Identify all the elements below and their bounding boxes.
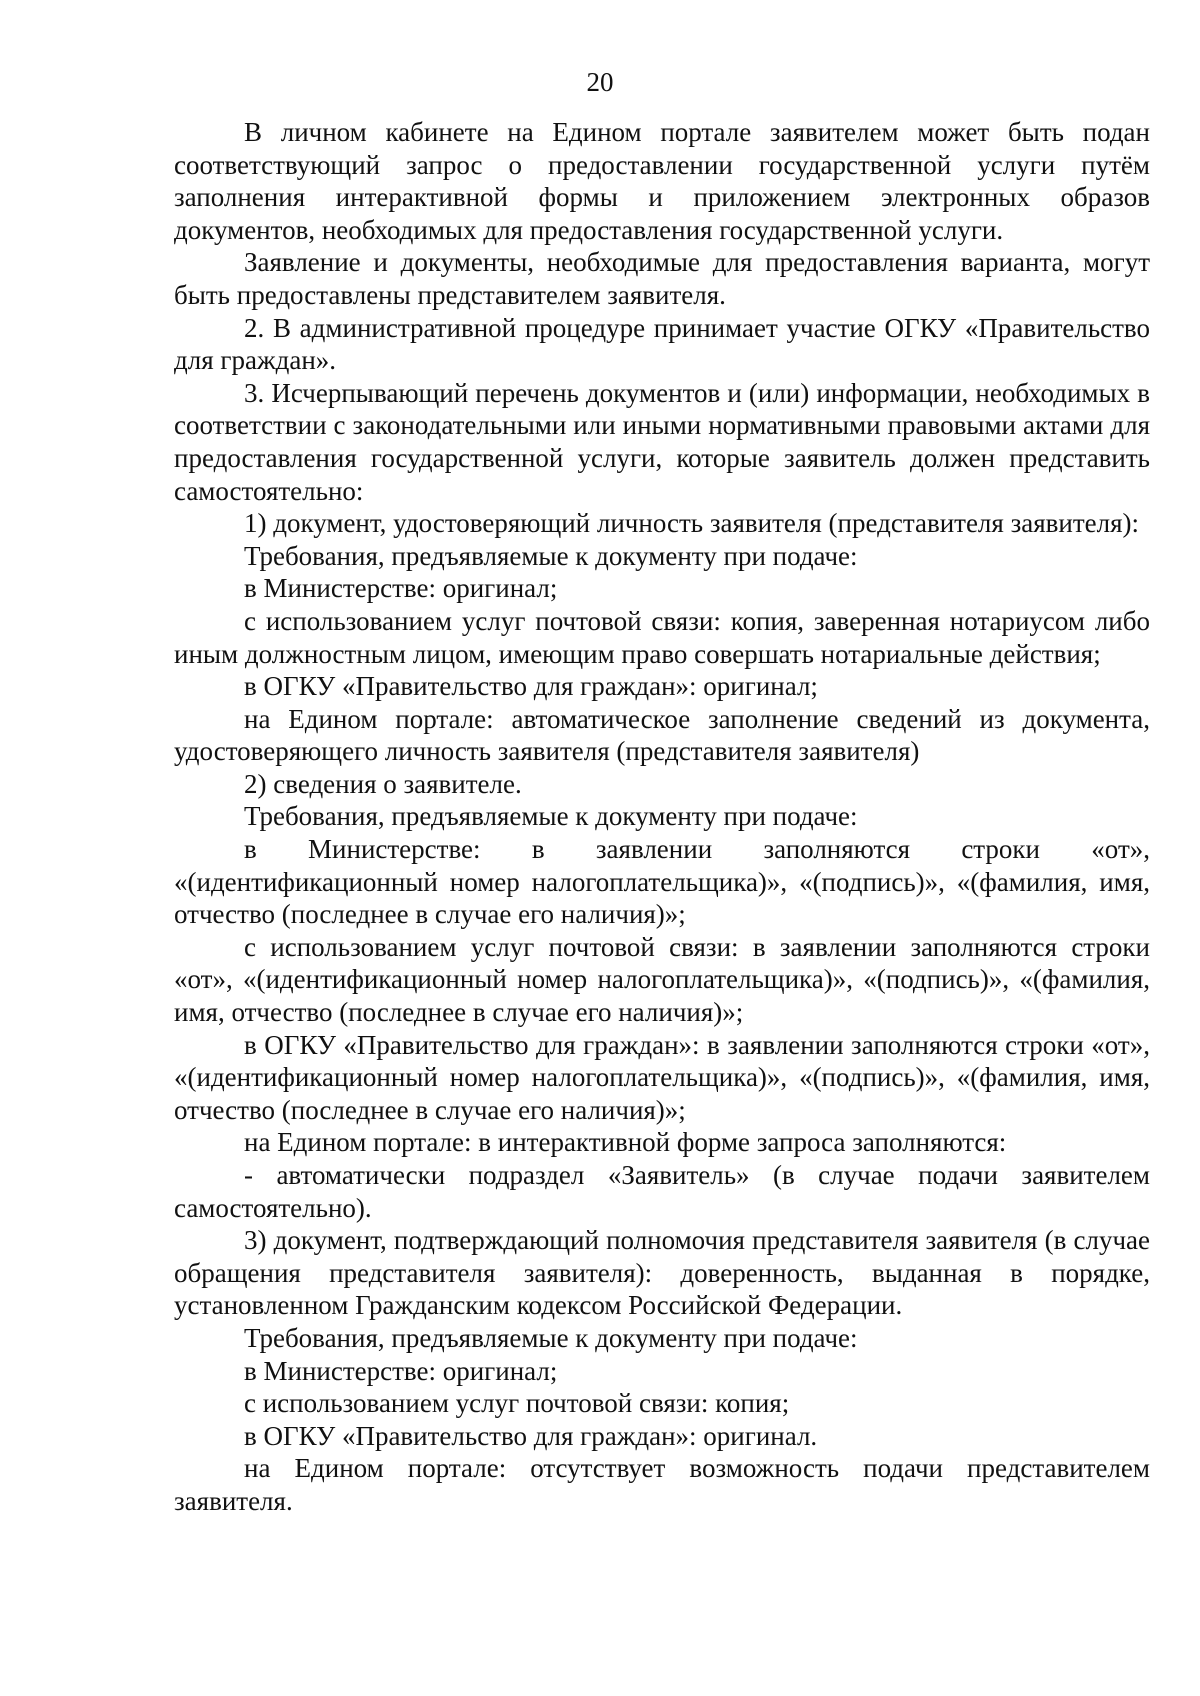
paragraph-ogku-original: в ОГКУ «Правительство для граждан»: оригинал; — [244, 671, 818, 702]
paragraph-doc-2-applicant-info: 2) сведения о заявителе. — [244, 768, 522, 799]
paragraph-requirements-heading: Требования, предъявляемые к документу при подаче: — [244, 801, 858, 832]
paragraph-postal-copy: с использованием услуг почтовой связи: копия; — [244, 1388, 790, 1419]
paragraph-requirements-heading: Требования, предъявляемые к документу при подаче: — [244, 1322, 858, 1353]
paragraph-representative-submission: Заявление и документы, необходимые для предоставления варианта, могут быть предоставлены представителем заявителя. — [174, 247, 1150, 310]
paragraph-ministry-original: в Министерстве: оригинал; — [244, 1355, 558, 1386]
paragraph-postal-fields: с использованием услуг почтовой связи: в заявлении заполняются строки «от», «(идентификационный номер налогоплательщика)», «(подпись)», «(фамилия, имя, отчество (последнее в случае его наличия)»; — [174, 931, 1150, 1028]
page-number: 20 — [586, 67, 614, 97]
paragraph-portal-no-representative: на Едином портале: отсутствует возможность подачи представителем заявителя. — [174, 1453, 1150, 1516]
paragraph-requirements-heading: Требования, предъявляемые к документу при подаче: — [244, 540, 858, 571]
paragraph-ministry-fields: в Министерстве: в заявлении заполняются строки «от», «(идентификационный номер налогоплательщика)», «(подпись)», «(фамилия, имя, отчество (последнее в случае его наличия)»; — [174, 834, 1150, 930]
paragraph-ministry-original: в Министерстве: оригинал; — [244, 573, 558, 604]
paragraph-item-3-documents-list: 3. Исчерпывающий перечень документов и (или) информации, необходимых в соответствии с законодательными или иными нормативными правовыми актами для предоставления государственной услуги, которые заявитель должен представить самостоятельно: — [174, 377, 1150, 506]
paragraph-doc-3-power-of-attorney: 3) документ, подтверждающий полномочия представителя заявителя (в случае обращения представителя заявителя): доверенность, выданная в порядке, установленном Гражданским кодексом Российской Федерации. — [174, 1225, 1150, 1321]
paragraph-ogku-fields: в ОГКУ «Правительство для граждан»: в заявлении заполняются строки «от», «(идентификационный номер налогоплательщика)», «(подпись)», «(фамилия, имя, отчество (последнее в случае его наличия)»; — [174, 1029, 1150, 1125]
paragraph-portal-request: В личном кабинете на Едином портале заявителем может быть подан соответствующий запрос о предоставлении государственной услуги путём заполнения интерактивной формы и приложением электронных образов документов, необходимых для предоставления государственной услуги. — [174, 117, 1150, 245]
paragraph-portal-applicant-subsection: - автоматически подраздел «Заявитель» (в случае подачи заявителем самостоятельно). — [174, 1160, 1150, 1223]
document-body — [174, 116, 1150, 1518]
paragraph-postal-notarized-copy: с использованием услуг почтовой связи: копия, заверенная нотариусом либо иным должностным лицом, имеющим право совершать нотариальные действия; — [174, 605, 1150, 669]
paragraph-portal-autofill: на Едином портале: автоматическое заполнение сведений из документа, удостоверяющего личность заявителя (представителя заявителя) — [174, 703, 1150, 767]
paragraph-doc-1-identity: 1) документ, удостоверяющий личность заявителя (представителя заявителя): — [244, 508, 1140, 539]
paragraph-item-2-participant: 2. В административной процедуре принимает участие ОГКУ «Правительство для граждан». — [174, 312, 1150, 376]
paragraph-portal-form-fields: на Едином портале: в интерактивной форме запроса заполняются: — [244, 1127, 1007, 1158]
paragraph-ogku-original: в ОГКУ «Правительство для граждан»: оригинал. — [244, 1420, 818, 1451]
